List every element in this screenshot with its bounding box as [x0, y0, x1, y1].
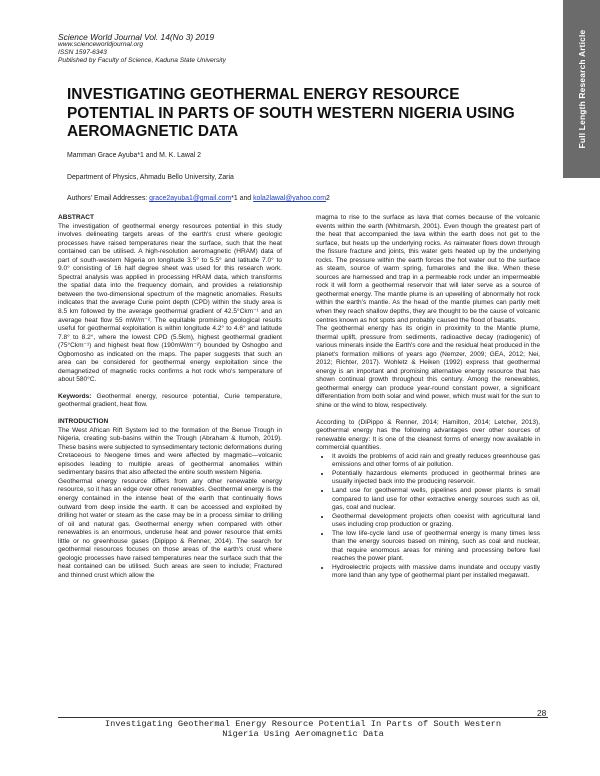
- email2-mark: 2: [325, 195, 330, 202]
- page-number: 28: [537, 708, 547, 718]
- list-item: • Geothermal development projects often coexist with agricultural land uses including crop production or grazing.: [331, 513, 540, 530]
- emails-prefix: Authors' Email Addresses:: [67, 195, 148, 202]
- journal-website[interactable]: www.scienceworldjournal.org: [58, 41, 144, 48]
- list-item: • Potentially hazardous elements produced in geothermal brines are usually injected back into the producing reservoir.: [331, 470, 540, 487]
- article-type-sidebar: [563, 0, 600, 178]
- journal-issn: ISSN 1597-6343: [58, 49, 107, 56]
- list-item: • The low life-cycle land use of geothermal energy is many times less than the energy sources based on mining, such as coal and nuclear, that require enormous areas for mining and processing before fuel reaches the power plant.: [331, 530, 540, 564]
- list-item: • It avoids the problems of acid rain and greatly reduces greenhouse gas emissions and other forms of air pollution.: [331, 453, 540, 470]
- author-affiliation: Department of Physics, Ahmadu Bello University, Zaria: [67, 174, 234, 181]
- right-column: [316, 214, 540, 581]
- author-emails: [67, 195, 330, 202]
- journal-header: [58, 33, 518, 65]
- right-paragraph-2: The geothermal energy has its origin in proximity to the Mantle plume, thermal uplift, pressure from sediments, radioactive decay (radiogenic) of various minerals inside the Earth's core and the residual heat produced in the planet's formation millions of years ago (Nemzer, 2009; GEA, 2012; Nei, 2012; Richter, 2017). Wohletz & Heiken (1992) express that geothermal energy is an important and promising alternative energy resource that has shown continual growth throughout this century. Among the renewables, geothermal energy can produce year-round constant power, a significant differentiation from both solar and wind power, which must wait for the sun to shine or the wind to blow, respectively.: [316, 325, 540, 410]
- article-type-label: Full Length Research Article: [576, 29, 587, 149]
- keywords-text: Geothermal energy, resource potential, Curie temperature, geothermal gradient, heat flow.: [58, 392, 282, 409]
- article-authors: Mamman Grace Ayuba*1 and M. K. Lawal 2: [67, 152, 201, 159]
- email-link-1[interactable]: grace2ayuba1@gmail.com: [149, 195, 232, 202]
- running-footer: [58, 719, 548, 739]
- introduction-paragraph-2: Geothermal energy resource differs from any other renewable energy resource, so it has an edge over other renewables. Geothermal energy is the energy contained in the intense heat of the earth that continually flows outward from deep inside the earth. It can be accessed and exploited by drilling hot water or steam as the case may be in a process similar to drilling of oil and natural gas. Geothermal energy when compared with other renewables is an enormous, underuse heat and power resource that emits little or no greenhouse gases (Dipippo & Renner, 2014). The search for geothermal resources focuses on those areas of the earth's crust where geologic processes have raised temperatures near the surface such that the heat contained can be utilised. Such areas are seen to include; Fractured and thinned crust which allow the: [58, 477, 282, 579]
- article-title: INVESTIGATING GEOTHERMAL ENERGY RESOURCE POTENTIAL IN PARTS OF SOUTH WESTERN NIGERIA USING AEROMAGNETIC DATA: [67, 86, 515, 140]
- left-column: [58, 214, 282, 580]
- list-item: • Hydroelectric projects with massive dams inundate and occupy vastly more land than any type of geothermal plant per installed megawatt.: [331, 564, 540, 581]
- journal-publisher: Published by Faculty of Science, Kaduna State University: [58, 57, 226, 64]
- footer-line-1: Investigating Geothermal Energy Resource Potential In Parts of South Western: [104, 719, 502, 729]
- journal-name: Science World Journal Vol. 14(No 3) 2019: [58, 32, 215, 42]
- right-paragraph-1: magma to rise to the surface as lava that comes because of the volcanic events within the earth (Whitmarsh, 2001). Even though the greatest part of the heat that accompanied the lava within the earth does not get to the surface, but heats up the underlying rocks. As rainwater flows down through the fissure fracture and joints, this water gets heated up by the underlying rocks. The pressure within the earth forces the hot water out to the surface as steam, source of warm spring, fumaroles and the like. When these sources are harnessed and trap in a permeable rock under an impermeable rock it will form a geothermal reservoir that will later serve as a source of geothermal energy. The mantle plume is an upwelling of abnormally hot rock within the earth's mantle. As the head of the mantle plumes can partly melt when they reach shallow depths, they are thought to be the cause of volcanic centres known as hot spots and probably caused the flood of basalts.: [316, 214, 540, 324]
- footer-divider: [58, 717, 548, 718]
- abstract-text: The investigation of geothermal energy resources potential in this study involves delineating targets areas of the earth's crust where geologic processes have raised temperatures near the surface, such that the heat contained can be utilised. A high-resolution aeromagnetic (HRAM) data of part of south-western Nigeria on longitude 3.5° to 5.5° and latitude 7.0° to 9.0° consisting of 16 half degree sheet was used for this research work. Spectral analysis was applied in processing HRAM data, which transforms the spatial data into the frequency domain, and provides a relationship between the two-dimensional spectrum of the magnetic anomalies. Results indicates that the average Curie point depth (CPD) within the study area is 8.5 km followed by the average geothermal gradient of 42.5°Ckm⁻¹ and an average heat flow 55 mW/m⁻². The equitable promising geological results useful for geothermal exploitation is within longitude 4.2° to 4.6° and latitude 7.8° to 8.2°, where the lowest CPD (5.5km), highest geothermal gradient (75°Ckm⁻¹) and highest heat flow (190mW/m⁻²) bounded by Oshogbo and Ogbomosho as indicated on the maps. The paper suggests that such an area can be considered for geothermal energy exploitation since the demagnetized of magnetic rocks confirms a hot rock who's temperature of about 580°C.: [58, 222, 282, 384]
- email1-mark: *1 and: [231, 195, 252, 202]
- footer-line-2: Nigeria Using Aeromagnetic Data: [222, 729, 384, 739]
- keywords-label: Keywords:: [58, 392, 92, 400]
- list-item: • Land use for geothermal wells, pipelines and power plants is small compared to land use for other extractive energy sources such as oil, gas, coal and nuclear.: [331, 487, 540, 513]
- right-paragraph-3: According to (DiPippo & Renner, 2014; Hamilton, 2014; Letcher, 2013), geothermal energy has the following advantages over other sources of renewable energy: It is one of the cleanest forms of energy now available in commercial quantities.: [316, 418, 540, 452]
- keywords: [58, 393, 282, 410]
- abstract-heading: ABSTRACT: [58, 214, 95, 221]
- introduction-paragraph-1: The West African Rift System led to the formation of the Benue Trough in Nigeria, creating sub-basins within the Trough (Abraham & Itumoh, 2019). These basins were subjected to synsedimentary tectonic deformations during Cretaceous to Neogene times and were affected by magmatic—volcanic episodes leading to multiple areas of geothermal anomalies within sedimentary basins that also affected the entire south western Nigeria.: [58, 426, 282, 477]
- introduction-heading: INTRODUCTION: [58, 418, 109, 426]
- advantages-list: [316, 453, 540, 581]
- email-link-2[interactable]: kola2lawal@yahoo.com: [253, 195, 326, 202]
